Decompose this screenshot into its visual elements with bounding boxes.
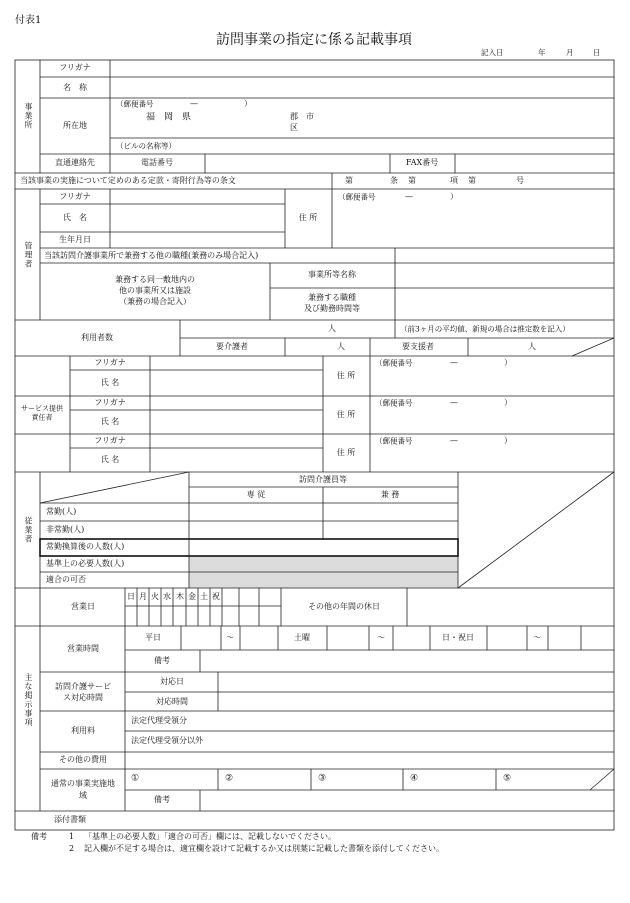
manager-postal-close: ） [450, 192, 458, 201]
fax-label: FAX番号 [405, 158, 439, 167]
provider-2-postal-dash: — [450, 398, 458, 407]
area-label: 通常の事業実施地 域 [51, 779, 115, 800]
staff-row-fulltime: 常勤(人) [46, 507, 77, 516]
weekday-tue: 火 [151, 592, 159, 601]
care-label: 要介護者 [216, 342, 248, 351]
provider-3-postal-dash: — [450, 436, 458, 445]
area-num-3: ③ [318, 773, 327, 784]
annual-holidays-label: その他の年間の休日 [308, 602, 380, 611]
users-note: （前3ヶ月の平均値、新規の場合は推定数を記入） [400, 324, 570, 334]
staff-row-parttime: 非常勤(人) [46, 525, 85, 534]
provider-2-name-label: 氏 名 [100, 417, 120, 426]
service-days-label: 対応日 [160, 677, 184, 686]
note-1-text: 「基準上の必要人数」「適合の可否」欄には、記載しないでください。 [84, 832, 336, 841]
page-title: 訪問事業の指定に係る記載事項 [216, 32, 412, 48]
users-unit: 人 [328, 324, 336, 333]
fax-field[interactable] [456, 155, 613, 172]
building-label: （ビルの名称等） [116, 141, 176, 151]
provider-3-name-label: 氏 名 [100, 455, 120, 464]
attachments-label: 添付書類 [54, 815, 86, 824]
provider-1-postal-close: ） [504, 358, 512, 367]
articles-gou: 号 [516, 176, 524, 185]
manager-section-label: 管理者 [24, 241, 33, 269]
date-day: 日 [593, 48, 601, 57]
business-days-label: 営業日 [71, 602, 95, 611]
manager-postal-dash: — [405, 192, 413, 201]
staff-row-conformity: 適合の可否 [46, 575, 86, 584]
provider-1-name-label: 氏 名 [100, 378, 120, 387]
provider-2-postal-close: ） [504, 398, 512, 407]
provider-1-postal-dash: — [450, 358, 458, 367]
phone-field[interactable] [206, 155, 389, 172]
provider-3-postal-label: （郵便番号 [375, 436, 413, 446]
area-num-1: ① [131, 773, 140, 784]
notes-label: 備考 [31, 832, 47, 841]
provider-3-furigana-label: フリガナ [94, 436, 126, 445]
hours-weekday-tilde: 〜 [226, 633, 234, 642]
staff-row-required: 基準上の必要人数(人) [46, 559, 125, 568]
main-section-label: 主な掲示事項 [24, 673, 33, 727]
fee-nonlegal-label: 法定代理受領分以外 [131, 736, 203, 745]
weekday-sun: 日 [127, 592, 135, 601]
office-postal-dash: — [190, 99, 198, 108]
area-num-2: ② [225, 773, 234, 784]
concurrent-job-label: 兼務する職種 及び勤務時間等 [304, 293, 360, 313]
manager-name-label: 氏 名 [63, 213, 87, 222]
weekday-holiday: 祝 [212, 592, 220, 601]
hours-sunday-tilde: 〜 [533, 633, 541, 642]
support-unit: 人 [528, 342, 536, 351]
weekday-mon: 月 [139, 592, 147, 601]
other-fee-label: その他の費用 [59, 755, 107, 764]
support-label: 要支援者 [402, 342, 434, 351]
care-unit: 人 [337, 342, 345, 351]
date-month: 月 [566, 48, 574, 57]
facility-name-label: 事業所等名称 [308, 270, 356, 279]
note-2-text: 記入欄が不足する場合は、適宜欄を設けて記載するか又は別葉に記載した書類を添付してください。 [84, 844, 444, 853]
hours-saturday-label: 土曜 [294, 633, 310, 642]
ku-label: 区 [290, 123, 298, 132]
same-site-label: 兼務する同一敷地内の 他の事業所又は施設 （兼務の場合記入） [115, 274, 195, 306]
weekday-thu: 木 [176, 592, 184, 601]
articles-jou: 条 [390, 176, 398, 185]
hours-label: 営業時間 [67, 644, 99, 653]
fee-label: 利用料 [71, 726, 95, 735]
annex-label: 付表1 [15, 15, 42, 26]
fee-legal-label: 法定代理受領分 [131, 716, 187, 725]
area-num-4: ④ [410, 773, 419, 784]
contact-label: 直通連絡先 [55, 158, 95, 167]
weekday-wed: 水 [163, 592, 171, 601]
provider-section-label: サービス提供 責任者 [21, 404, 63, 422]
office-postal-label: （郵便番号 [116, 99, 154, 109]
phone-label: 電話番号 [141, 158, 173, 167]
office-postal-close: ） [244, 99, 252, 108]
note-2-num: 2 [69, 844, 75, 853]
hours-sunday-label: 日・祝日 [442, 633, 474, 642]
manager-address-label: 住 所 [298, 213, 318, 222]
provider-2-postal-label: （郵便番号 [375, 398, 413, 408]
visit-staff-label: 訪問介護員等 [299, 475, 347, 484]
service-time-label: 訪問介護サービ ス対応時間 [55, 681, 111, 702]
part-duty-label: 兼 務 [380, 490, 400, 499]
office-furigana-label: フリガナ [59, 63, 91, 72]
articles-dai3: 第 [468, 176, 476, 185]
manager-birth-label: 生年月日 [59, 235, 91, 244]
hours-weekday-label: 平日 [145, 633, 161, 642]
office-name-label: 名 称 [63, 83, 87, 92]
provider-1-postal-label: （郵便番号 [375, 358, 413, 368]
provider-3-postal-close: ） [504, 436, 512, 445]
articles-label: 当該事業の実施について定めのある定款・寄附行為等の条文 [20, 176, 236, 185]
hours-remarks-label: 備考 [154, 656, 170, 665]
weekday-sat: 土 [200, 592, 208, 601]
area-num-5: ⑤ [503, 773, 512, 784]
prefecture-label: 福 岡 県 [146, 112, 192, 123]
articles-dai: 第 [345, 176, 353, 185]
date-year: 年 [538, 48, 546, 57]
manager-furigana-label: フリガナ [59, 192, 91, 201]
hours-saturday-tilde: 〜 [377, 633, 385, 642]
date-label: 記入日 [481, 48, 504, 57]
users-label: 利用者数 [81, 333, 113, 342]
office-section-label: 事業所 [24, 102, 33, 130]
gun-shi-label: 郡 市 [290, 112, 314, 121]
note-1-num: 1 [69, 832, 75, 841]
weekday-fri: 金 [188, 592, 196, 601]
area-remarks-label: 備考 [154, 795, 170, 804]
provider-3-address-label: 住 所 [336, 448, 356, 457]
provider-2-address-label: 住 所 [336, 410, 356, 419]
manager-postal-label: （郵便番号 [338, 192, 376, 202]
service-hours-label: 対応時間 [156, 697, 188, 706]
full-time-label: 専 従 [246, 490, 266, 499]
office-address-label: 所在地 [63, 121, 87, 130]
provider-1-address-label: 住 所 [336, 371, 356, 380]
other-jobs-label: 当該訪問介護事業所で兼務する他の職種(兼務のみ場合記入) [44, 251, 259, 260]
staff-section-label: 従業者 [24, 516, 33, 544]
articles-kou: 項 [450, 176, 458, 185]
articles-dai2: 第 [408, 176, 416, 185]
staff-row-converted: 常勤換算後の人数(人) [46, 542, 125, 551]
provider-2-furigana-label: フリガナ [94, 398, 126, 407]
provider-1-furigana-label: フリガナ [94, 358, 126, 367]
